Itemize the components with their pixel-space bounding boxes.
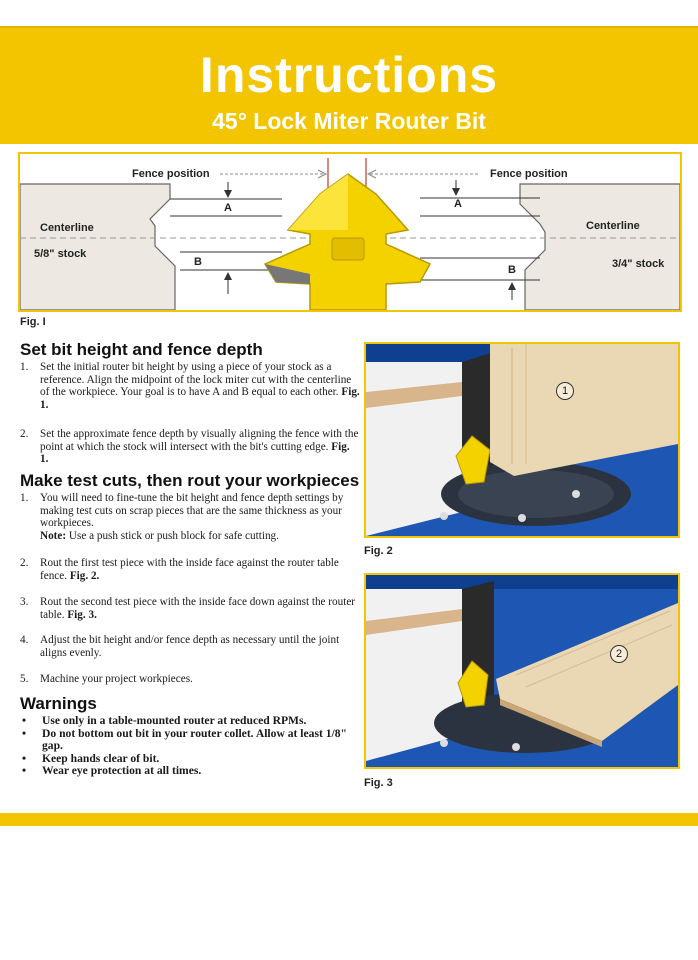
fig1-caption: Fig. I <box>20 316 46 328</box>
title-banner <box>0 26 698 144</box>
dimension-b-right: B <box>508 264 516 276</box>
fence-position-left-label: Fence position <box>132 168 210 180</box>
fig1-diagram <box>18 152 682 312</box>
list-item: 1. Set the initial router bit height by using a piece of your stock as a reference. Align the midpoint of the lock miter cut with the centerline of the workpiece. Your goal is to have A and B equal to each other. Fig. 1. <box>20 361 360 411</box>
right-stock <box>520 184 680 310</box>
warning-item: • Wear eye protection at all times. <box>20 765 360 778</box>
dimension-a-right: A <box>454 198 462 210</box>
fig2-caption: Fig. 2 <box>364 545 393 557</box>
marker-2: 2 <box>610 645 628 663</box>
list-item: 2. Set the approximate fence depth by visually aligning the fence with the point at which the stock will intersect with the bit's cutting edge. Fig. 1. <box>20 428 359 466</box>
fig2-photo <box>364 342 680 538</box>
fig3-caption: Fig. 3 <box>364 777 393 789</box>
left-stock <box>20 184 175 310</box>
fig3-photo <box>364 573 680 769</box>
warning-item: • Do not bottom out bit in your router collet. Allow at least 1/8" gap. <box>20 728 360 753</box>
warnings-list <box>20 715 360 778</box>
stock-right-label: 3/4" stock <box>612 258 665 270</box>
section-heading-set-bit: Set bit height and fence depth <box>20 340 263 359</box>
list-item: 5. Machine your project workpieces. <box>20 673 193 685</box>
warnings-heading: Warnings <box>20 694 97 713</box>
list-item: 1. You will need to fine-tune the bit height and fence depth settings by making test cuts on scrap pieces that are the same thickness as your workpieces. Note: Use a push stick or push block for safe cutting. <box>20 492 344 542</box>
fig1-drawing <box>20 154 680 310</box>
page-title: Instructions <box>199 47 499 103</box>
warning-item: • Keep hands clear of bit. <box>20 753 360 766</box>
section-heading-test-cuts: Make test cuts, then rout your workpieces <box>20 471 360 490</box>
footer-bar <box>0 813 698 826</box>
dimension-a-left: A <box>224 202 232 214</box>
centerline-right-label: Centerline <box>586 220 640 232</box>
marker-1: 1 <box>556 382 574 400</box>
list-item: 2. Rout the first test piece with the inside face against the router table fence. Fig. 2. <box>20 557 339 582</box>
stock-left-label: 5/8" stock <box>34 248 87 260</box>
list-item: 4. Adjust the bit height and/or fence depth as necessary until the joint aligns evenly. <box>20 634 340 659</box>
page-subtitle: 45° Lock Miter Router Bit <box>212 108 486 134</box>
warning-item: • Use only in a table-mounted router at reduced RPMs. <box>20 715 360 728</box>
list-item: 3. Rout the second test piece with the inside face down against the router table. Fig. 3. <box>20 596 356 621</box>
centerline-left-label: Centerline <box>40 222 94 234</box>
fence-position-right-label: Fence position <box>490 168 568 180</box>
dimension-b-left: B <box>194 256 202 268</box>
